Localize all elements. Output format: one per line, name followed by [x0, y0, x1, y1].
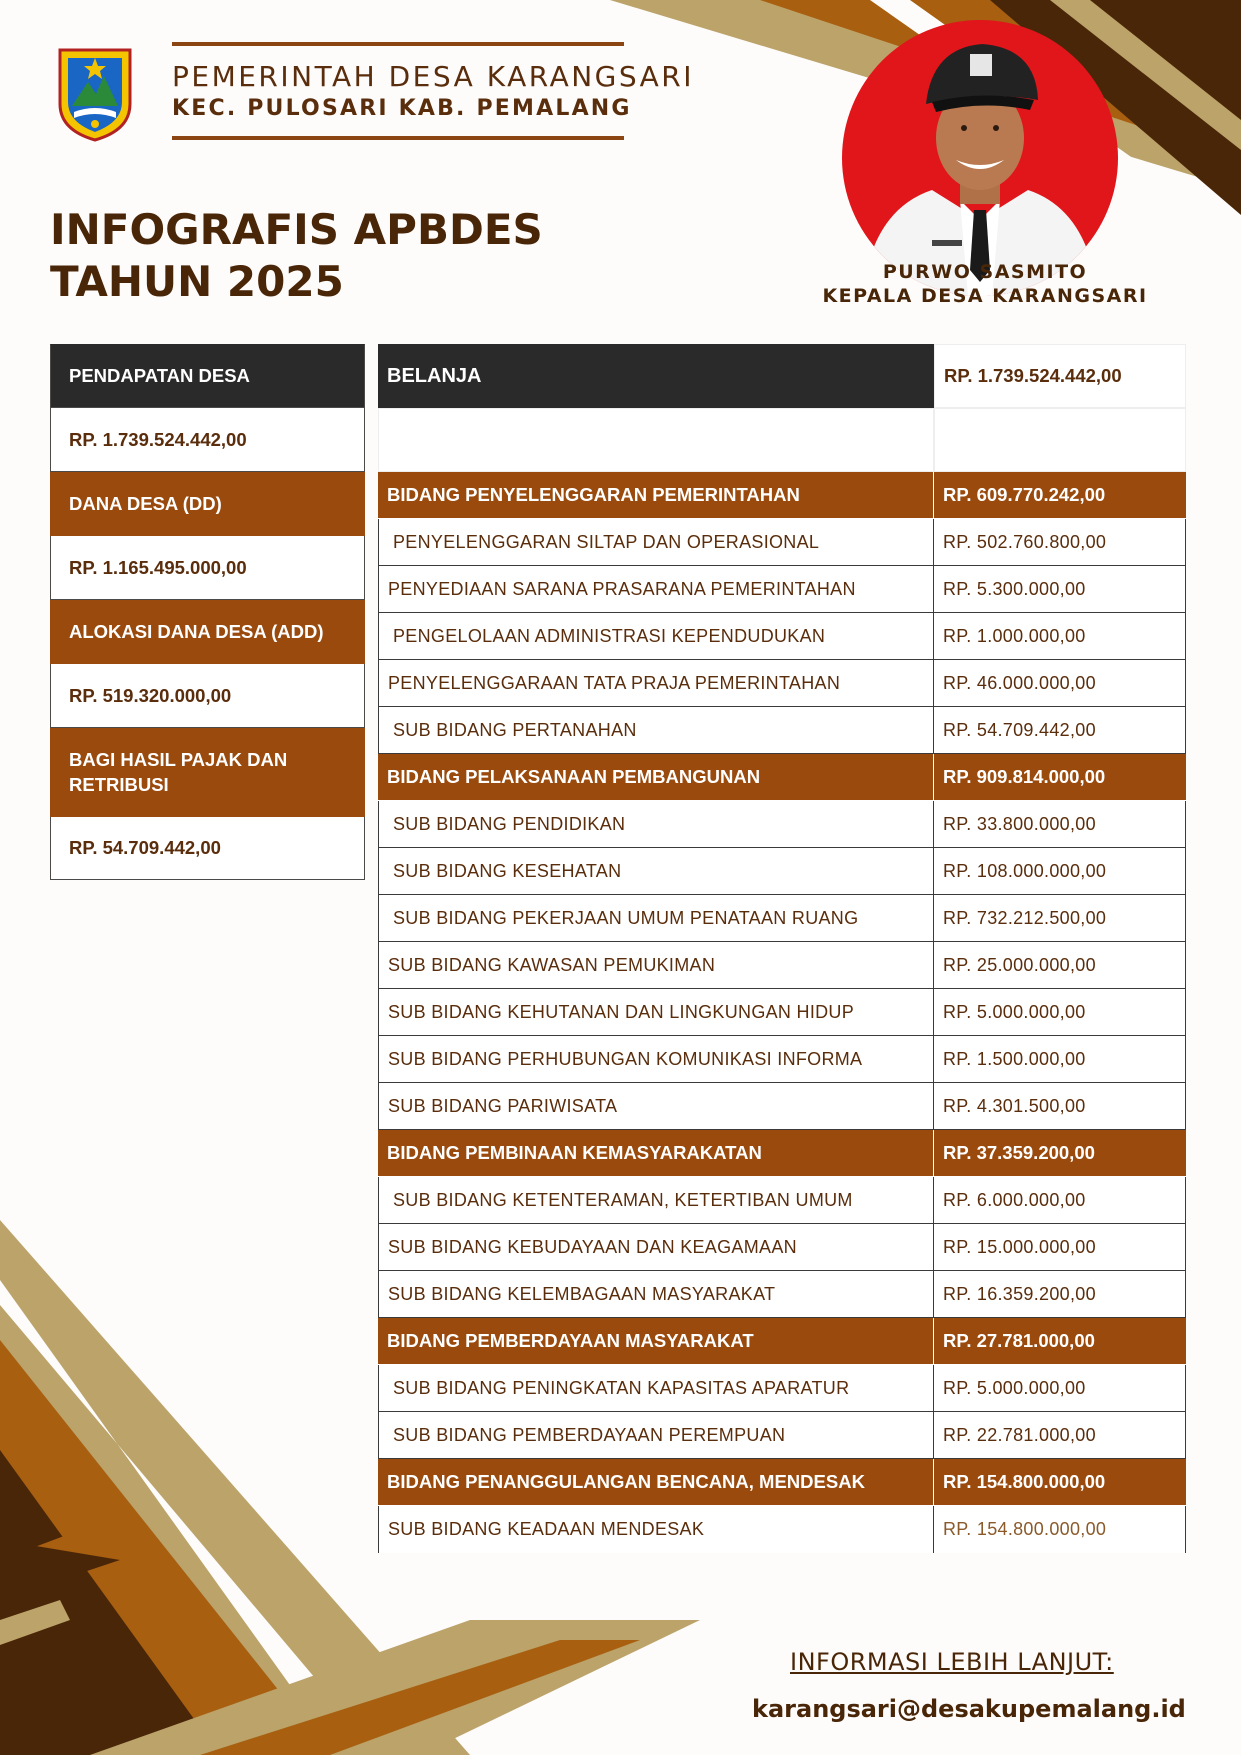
- item-value: RP. 15.000.000,00: [934, 1224, 1186, 1271]
- section-name: BIDANG PENYELENGGARAN PEMERINTAHAN: [378, 472, 934, 519]
- item-value: RP. 16.359.200,00: [934, 1271, 1186, 1318]
- spending-header-row: [378, 344, 1186, 408]
- village-head-name: PURWO SASMITO: [882, 261, 1088, 283]
- table-row: [378, 1083, 1186, 1130]
- item-name: SUB BIDANG KEHUTANAN DAN LINGKUNGAN HIDUP: [378, 989, 934, 1036]
- section-value: RP. 909.814.000,00: [934, 754, 1186, 801]
- item-value: RP. 25.000.000,00: [934, 942, 1186, 989]
- title-line-2: TAHUN 2025: [50, 257, 344, 306]
- spending-table: [378, 344, 1186, 1553]
- item-value: RP. 22.781.000,00: [934, 1412, 1186, 1459]
- village-head-caption: [790, 260, 1180, 308]
- village-head-position: KEPALA DESA KARANGSARI: [822, 285, 1148, 307]
- item-name: SUB BIDANG KESEHATAN: [378, 848, 934, 895]
- item-value: RP. 154.800.000,00: [934, 1506, 1186, 1553]
- item-name: SUB BIDANG PERHUBUNGAN KOMUNIKASI INFORMA: [378, 1036, 934, 1083]
- blank-cell: [378, 408, 934, 472]
- item-name: SUB BIDANG KETENTERAMAN, KETERTIBAN UMUM: [378, 1177, 934, 1224]
- table-row: [378, 1365, 1186, 1412]
- item-name: SUB BIDANG PARIWISATA: [378, 1083, 934, 1130]
- item-name: SUB BIDANG KAWASAN PEMUKIMAN: [378, 942, 934, 989]
- item-name: PENYEDIAAN SARANA PRASARANA PEMERINTAHAN: [378, 566, 934, 613]
- income-value-add: RP. 519.320.000,00: [50, 664, 365, 728]
- section-row: [378, 754, 1186, 801]
- spending-header: BELANJA: [378, 344, 934, 408]
- table-row: [378, 519, 1186, 566]
- table-row: [378, 1412, 1186, 1459]
- title-line-1: INFOGRAFIS APBDES: [50, 205, 543, 254]
- income-category-tax: BAGI HASIL PAJAK DAN RETRIBUSI: [50, 728, 365, 817]
- item-value: RP. 54.709.442,00: [934, 707, 1186, 754]
- item-value: RP. 6.000.000,00: [934, 1177, 1186, 1224]
- table-row: [378, 707, 1186, 754]
- section-value: RP. 27.781.000,00: [934, 1318, 1186, 1365]
- item-value: RP. 5.000.000,00: [934, 1365, 1186, 1412]
- item-value: RP. 732.212.500,00: [934, 895, 1186, 942]
- section-row: [378, 1130, 1186, 1177]
- item-value: RP. 4.301.500,00: [934, 1083, 1186, 1130]
- item-name: SUB BIDANG PENDIDIKAN: [378, 801, 934, 848]
- section-row: [378, 1459, 1186, 1506]
- blank-cell: [934, 408, 1186, 472]
- item-value: RP. 5.300.000,00: [934, 566, 1186, 613]
- spending-blank-row: [378, 408, 1186, 472]
- table-row: [378, 1177, 1186, 1224]
- income-category-add: ALOKASI DANA DESA (ADD): [50, 600, 365, 664]
- contact-email[interactable]: karangsari@desakupemalang.id: [752, 1695, 1186, 1723]
- table-row: [378, 566, 1186, 613]
- item-name: SUB BIDANG PENINGKATAN KAPASITAS APARATUR: [378, 1365, 934, 1412]
- table-row: [378, 660, 1186, 707]
- section-name: BIDANG PELAKSANAAN PEMBANGUNAN: [378, 754, 934, 801]
- item-name: SUB BIDANG KEBUDAYAAN DAN KEAGAMAAN: [378, 1224, 934, 1271]
- table-row: [378, 989, 1186, 1036]
- village-government-name: PEMERINTAH DESA KARANGSARI: [172, 60, 695, 93]
- item-name: SUB BIDANG KEADAAN MENDESAK: [378, 1506, 934, 1553]
- table-row: [378, 1224, 1186, 1271]
- item-name: SUB BIDANG KELEMBAGAAN MASYARAKAT: [378, 1271, 934, 1318]
- section-value: RP. 609.770.242,00: [934, 472, 1186, 519]
- regency-emblem-logo: [58, 46, 132, 142]
- section-value: RP. 37.359.200,00: [934, 1130, 1186, 1177]
- item-value: RP. 108.000.000,00: [934, 848, 1186, 895]
- section-name: BIDANG PEMBINAAN KEMASYARAKATAN: [378, 1130, 934, 1177]
- section-row: [378, 472, 1186, 519]
- table-row: [378, 895, 1186, 942]
- item-name: SUB BIDANG PERTANAHAN: [378, 707, 934, 754]
- table-row: [378, 1271, 1186, 1318]
- item-value: RP. 33.800.000,00: [934, 801, 1186, 848]
- income-value-dd: RP. 1.165.495.000,00: [50, 536, 365, 600]
- more-info-label: INFORMASI LEBIH LANJUT:: [790, 1648, 1114, 1676]
- income-category-dd: DANA DESA (DD): [50, 472, 365, 536]
- header-rule-top: [172, 42, 624, 46]
- income-value-tax: RP. 54.709.442,00: [50, 817, 365, 880]
- item-name: SUB BIDANG PEKERJAAN UMUM PENATAAN RUANG: [378, 895, 934, 942]
- section-name: BIDANG PEMBERDAYAAN MASYARAKAT: [378, 1318, 934, 1365]
- income-header: PENDAPATAN DESA: [50, 344, 365, 408]
- income-total: RP. 1.739.524.442,00: [50, 408, 365, 472]
- district-name: KEC. PULOSARI KAB. PEMALANG: [172, 96, 632, 121]
- footer: [700, 1648, 1186, 1728]
- item-name: SUB BIDANG PEMBERDAYAAN PEREMPUAN: [378, 1412, 934, 1459]
- item-value: RP. 1.500.000,00: [934, 1036, 1186, 1083]
- page-title: [50, 204, 543, 308]
- government-header: [172, 42, 695, 140]
- table-row: [378, 801, 1186, 848]
- income-table: [50, 344, 365, 880]
- section-row: [378, 1318, 1186, 1365]
- item-value: RP. 502.760.800,00: [934, 519, 1186, 566]
- table-row: [378, 1506, 1186, 1553]
- header-rule-bottom: [172, 136, 624, 140]
- item-value: RP. 5.000.000,00: [934, 989, 1186, 1036]
- table-row: [378, 848, 1186, 895]
- village-head-portrait: [842, 20, 1118, 296]
- table-row: [378, 1036, 1186, 1083]
- spending-total: RP. 1.739.524.442,00: [934, 344, 1186, 408]
- section-name: BIDANG PENANGGULANGAN BENCANA, MENDESAK: [378, 1459, 934, 1506]
- section-value: RP. 154.800.000,00: [934, 1459, 1186, 1506]
- item-name: PENYELENGGARAN SILTAP DAN OPERASIONAL: [378, 519, 934, 566]
- table-row: [378, 942, 1186, 989]
- item-value: RP. 46.000.000,00: [934, 660, 1186, 707]
- item-name: PENYELENGGARAAN TATA PRAJA PEMERINTAHAN: [378, 660, 934, 707]
- table-row: [378, 613, 1186, 660]
- item-name: PENGELOLAAN ADMINISTRASI KEPENDUDUKAN: [378, 613, 934, 660]
- contact-email-row: [742, 1690, 1186, 1728]
- item-value: RP. 1.000.000,00: [934, 613, 1186, 660]
